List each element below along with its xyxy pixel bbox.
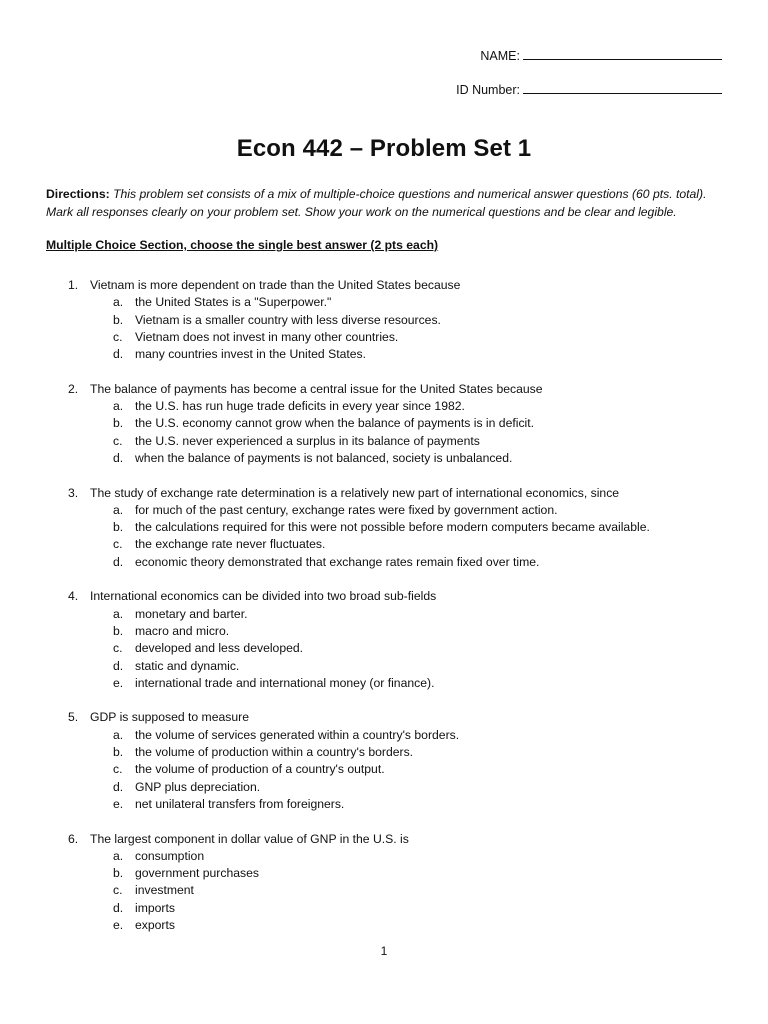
option-letter: c.: [113, 537, 123, 552]
option-letter: a.: [113, 848, 124, 863]
option-text: consumption: [135, 848, 205, 863]
answer-option[interactable]: [0, 900, 768, 917]
page-title: Econ 442 – Problem Set 1: [236, 135, 532, 162]
option-letter: a.: [113, 399, 124, 414]
question-stem: [0, 485, 768, 502]
id-number-label: ID Number:: [456, 83, 520, 97]
option-letter: c.: [113, 329, 123, 344]
option-text: Vietnam is a smaller country with less diverse resources.: [135, 312, 441, 327]
option-letter: a.: [113, 502, 124, 517]
option-text: the United States is a "Superpower.": [135, 295, 332, 310]
answer-option[interactable]: [0, 796, 768, 813]
question-2: [0, 381, 768, 467]
option-letter: d.: [113, 779, 124, 794]
directions-text: This problem set consists of a mix of multiple-choice questions and numerical answer questions (60 pts. total). Mark all responses clearly on your problem set. Show your work on the numerical questions and be clear and legible.: [46, 187, 707, 219]
option-text: developed and less developed.: [135, 641, 304, 656]
question-6: [0, 831, 768, 935]
answer-option[interactable]: [0, 917, 768, 934]
answer-option[interactable]: [0, 623, 768, 640]
answer-option[interactable]: [0, 865, 768, 882]
option-text: the volume of production of a country's output.: [135, 762, 385, 777]
question-text: International economics can be divided into two broad sub-fields: [90, 589, 437, 604]
option-letter: b.: [113, 520, 124, 535]
question-text: GDP is supposed to measure: [90, 710, 249, 725]
name-label: NAME:: [480, 49, 520, 63]
question-number: 5.: [68, 710, 79, 725]
answer-option[interactable]: [0, 640, 768, 657]
answer-option[interactable]: [0, 398, 768, 415]
question-number: 1.: [68, 278, 79, 292]
option-text: the volume of production within a country's borders.: [135, 745, 414, 760]
option-letter: c.: [113, 883, 123, 898]
option-letter: e.: [113, 796, 124, 811]
option-letter: d.: [113, 658, 124, 673]
option-letter: a.: [113, 295, 124, 310]
option-letter: b.: [113, 312, 124, 327]
option-text: GNP plus depreciation.: [135, 779, 261, 794]
answer-option[interactable]: [0, 519, 768, 536]
answer-option[interactable]: [0, 554, 768, 571]
answer-option[interactable]: [0, 450, 768, 467]
question-number: 3.: [68, 485, 79, 500]
option-text: for much of the past century, exchange rates were fixed by government action.: [135, 502, 558, 517]
option-letter: d.: [113, 554, 124, 569]
option-text: net unilateral transfers from foreigners.: [135, 796, 345, 811]
option-letter: c.: [113, 762, 123, 777]
question-stem: [0, 277, 768, 294]
option-text: the U.S. has run huge trade deficits in every year since 1982.: [135, 399, 465, 414]
name-field: [480, 47, 722, 63]
question-number: 6.: [68, 831, 79, 846]
question-text: The balance of payments has become a central issue for the United States because: [90, 381, 543, 396]
directions: [46, 186, 736, 221]
option-letter: d.: [113, 450, 124, 465]
option-letter: b.: [113, 866, 124, 881]
answer-option[interactable]: [0, 675, 768, 692]
question-stem: [0, 381, 768, 398]
question-number: 4.: [68, 589, 79, 604]
option-text: investment: [135, 883, 194, 898]
option-text: international trade and international money (or finance).: [135, 675, 435, 690]
answer-option[interactable]: [0, 502, 768, 519]
answer-option[interactable]: [0, 312, 768, 329]
id-number-field: [456, 81, 722, 97]
question-1: [0, 277, 768, 363]
question-4: [0, 588, 768, 692]
answer-option[interactable]: [0, 658, 768, 675]
option-letter: c.: [113, 433, 123, 448]
name-blank-line[interactable]: [523, 47, 722, 60]
option-letter: a.: [113, 727, 124, 742]
option-letter: b.: [113, 623, 124, 638]
question-stem: [0, 831, 768, 848]
option-letter: b.: [113, 745, 124, 760]
answer-option[interactable]: [0, 779, 768, 796]
option-text: exports: [135, 917, 175, 932]
answer-option[interactable]: [0, 882, 768, 899]
option-text: government purchases: [135, 866, 259, 881]
option-letter: e.: [113, 675, 124, 690]
question-text: The largest component in dollar value of GNP in the U.S. is: [90, 831, 409, 846]
option-text: many countries invest in the United States.: [135, 347, 367, 362]
question-3: [0, 485, 768, 571]
answer-option[interactable]: [0, 727, 768, 744]
question-list: [0, 277, 768, 952]
option-text: the U.S. economy cannot grow when the balance of payments is in deficit.: [135, 416, 535, 431]
answer-option[interactable]: [0, 606, 768, 623]
option-letter: a.: [113, 606, 124, 621]
option-text: when the balance of payments is not balanced, society is unbalanced.: [135, 450, 513, 465]
answer-option[interactable]: [0, 848, 768, 865]
option-text: imports: [135, 900, 175, 915]
question-text: The study of exchange rate determination is a relatively new part of international economics, since: [90, 485, 620, 500]
option-letter: d.: [113, 347, 124, 362]
option-text: economic theory demonstrated that exchange rates remain fixed over time.: [135, 554, 540, 569]
option-letter: e.: [113, 917, 124, 932]
question-text: Vietnam is more dependent on trade than the United States because: [90, 278, 461, 292]
option-text: the calculations required for this were not possible before modern computers became available.: [135, 520, 650, 535]
id-number-blank-line[interactable]: [523, 81, 722, 94]
question-number: 2.: [68, 381, 79, 396]
option-text: static and dynamic.: [135, 658, 240, 673]
question-stem: [0, 709, 768, 726]
answer-option[interactable]: [0, 346, 768, 363]
question-stem: [0, 588, 768, 605]
option-text: monetary and barter.: [135, 606, 248, 621]
answer-option[interactable]: [0, 433, 768, 450]
option-text: macro and micro.: [135, 623, 230, 638]
question-5: [0, 709, 768, 813]
answer-option[interactable]: [0, 744, 768, 761]
option-text: the volume of services generated within a country's borders.: [135, 727, 460, 742]
page-number: 1: [380, 944, 388, 958]
option-letter: c.: [113, 641, 123, 656]
answer-option[interactable]: [0, 294, 768, 311]
answer-option[interactable]: [0, 415, 768, 432]
option-text: Vietnam does not invest in many other countries.: [135, 329, 399, 344]
option-text: the exchange rate never fluctuates.: [135, 537, 326, 552]
directions-lead: Directions:: [46, 187, 110, 201]
answer-option[interactable]: [0, 536, 768, 553]
section-heading: Multiple Choice Section, choose the single best answer (2 pts each): [46, 238, 439, 252]
answer-option[interactable]: [0, 761, 768, 778]
option-text: the U.S. never experienced a surplus in its balance of payments: [135, 433, 480, 448]
answer-option[interactable]: [0, 329, 768, 346]
option-letter: d.: [113, 900, 124, 915]
option-letter: b.: [113, 416, 124, 431]
